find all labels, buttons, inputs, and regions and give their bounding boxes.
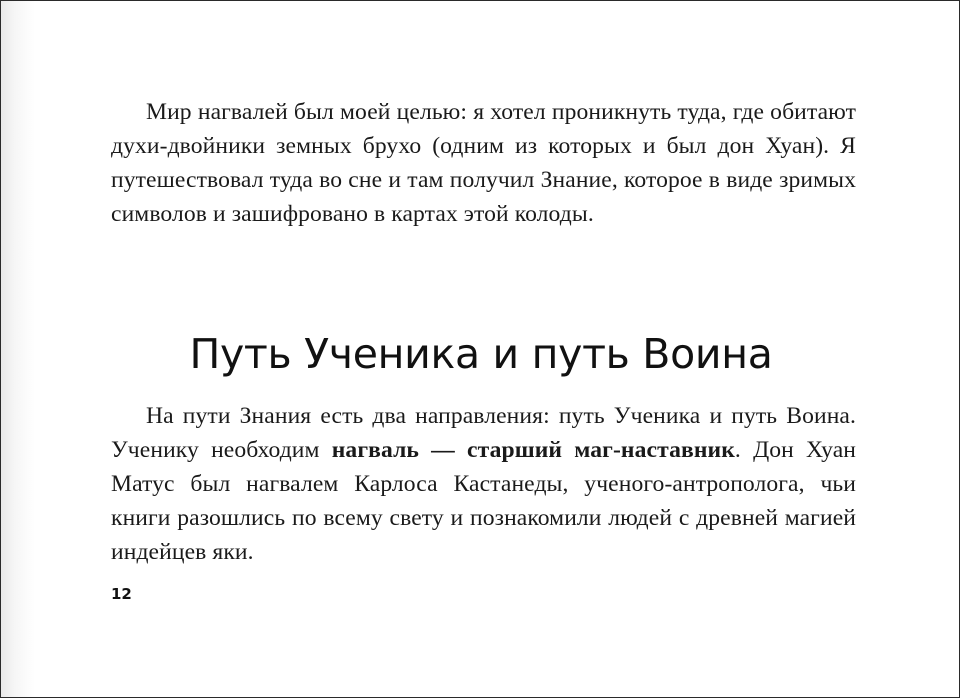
bold-emphasis: нагваль — старший маг-наставник	[331, 437, 735, 463]
page-number: 12	[111, 585, 132, 603]
paragraph-text-end: . Дон Хуан Матус был нагвалем Карлоса Кастанеды, ученого-антрополога, чьи книги разошлись по всему свету и познакомили людей с древней магией индейцев яки.	[111, 437, 856, 565]
body-paragraph-paths	[111, 399, 856, 569]
paragraph-text-start: На пути Знания есть два направления: путь Ученика и путь Воина. Ученику необходим	[111, 403, 856, 463]
section-heading: Путь Ученика и путь Воина	[189, 330, 773, 378]
body-paragraph-intro: Мир нагвалей был моей целью: я хотел проникнуть туда, где обитают духи-двойники земных брухо (одним из которых и был дон Хуан). Я путешествовал туда во сне и там получил Знание, которое в виде зримых символов и зашифровано в картах этой колоды.	[111, 99, 856, 227]
